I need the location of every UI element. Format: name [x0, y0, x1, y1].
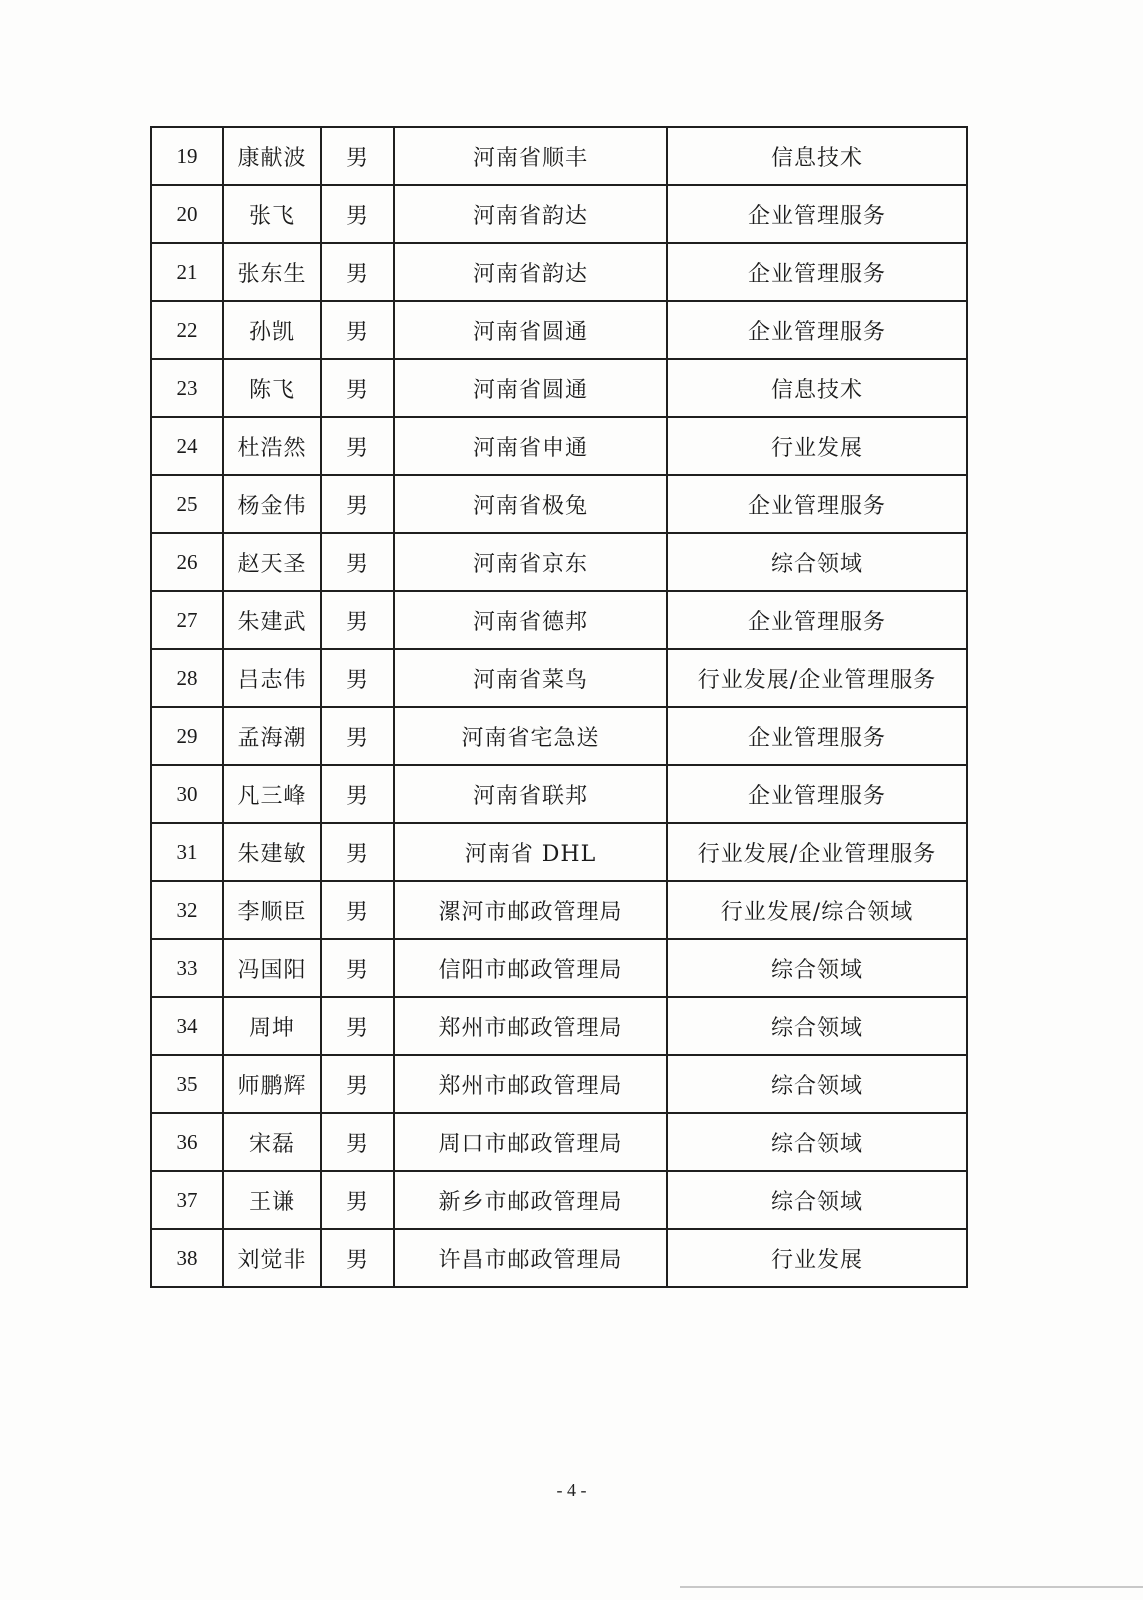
name-cell: 康献波 — [223, 127, 321, 185]
table-row — [151, 359, 967, 417]
row-number-cell: 21 — [151, 243, 223, 301]
name-cell: 吕志伟 — [223, 649, 321, 707]
page-number: - 4 - — [556, 1480, 587, 1500]
field-cell: 信息技术 — [667, 359, 967, 417]
unit-cell: 河南省圆通 — [394, 301, 667, 359]
expert-roster-table — [150, 126, 968, 1288]
field-cell: 综合领域 — [667, 1171, 967, 1229]
unit-cell: 河南省顺丰 — [394, 127, 667, 185]
field-cell: 综合领域 — [667, 1055, 967, 1113]
name-cell: 师鹏辉 — [223, 1055, 321, 1113]
field-cell: 综合领域 — [667, 1113, 967, 1171]
unit-cell: 河南省申通 — [394, 417, 667, 475]
row-number-cell: 36 — [151, 1113, 223, 1171]
table-row — [151, 127, 967, 185]
table-row — [151, 533, 967, 591]
field-cell: 企业管理服务 — [667, 475, 967, 533]
field-cell: 信息技术 — [667, 127, 967, 185]
table-row — [151, 475, 967, 533]
row-number-cell: 25 — [151, 475, 223, 533]
unit-cell: 漯河市邮政管理局 — [394, 881, 667, 939]
gender-cell: 男 — [321, 939, 394, 997]
field-cell: 综合领域 — [667, 533, 967, 591]
row-number-cell: 27 — [151, 591, 223, 649]
gender-cell: 男 — [321, 707, 394, 765]
row-number-cell: 29 — [151, 707, 223, 765]
table-row — [151, 939, 967, 997]
unit-cell: 河南省极兔 — [394, 475, 667, 533]
table-row — [151, 1171, 967, 1229]
field-cell: 企业管理服务 — [667, 591, 967, 649]
table-row — [151, 301, 967, 359]
name-cell: 杜浩然 — [223, 417, 321, 475]
field-cell: 企业管理服务 — [667, 185, 967, 243]
table-row — [151, 881, 967, 939]
name-cell: 刘觉非 — [223, 1229, 321, 1287]
row-number-cell: 38 — [151, 1229, 223, 1287]
row-number-cell: 19 — [151, 127, 223, 185]
gender-cell: 男 — [321, 1229, 394, 1287]
name-cell: 王谦 — [223, 1171, 321, 1229]
field-cell: 企业管理服务 — [667, 707, 967, 765]
name-cell: 孟海潮 — [223, 707, 321, 765]
gender-cell: 男 — [321, 591, 394, 649]
gender-cell: 男 — [321, 997, 394, 1055]
gender-cell: 男 — [321, 127, 394, 185]
table-row — [151, 823, 967, 881]
field-cell: 企业管理服务 — [667, 301, 967, 359]
table-row — [151, 591, 967, 649]
field-cell: 行业发展/综合领域 — [667, 881, 967, 939]
table-row — [151, 765, 967, 823]
name-cell: 冯国阳 — [223, 939, 321, 997]
gender-cell: 男 — [321, 301, 394, 359]
gender-cell: 男 — [321, 823, 394, 881]
row-number-cell: 33 — [151, 939, 223, 997]
name-cell: 朱建敏 — [223, 823, 321, 881]
gender-cell: 男 — [321, 533, 394, 591]
unit-cell: 许昌市邮政管理局 — [394, 1229, 667, 1287]
table-row — [151, 707, 967, 765]
row-number-cell: 35 — [151, 1055, 223, 1113]
gender-cell: 男 — [321, 881, 394, 939]
row-number-cell: 22 — [151, 301, 223, 359]
unit-cell: 河南省韵达 — [394, 185, 667, 243]
unit-cell: 郑州市邮政管理局 — [394, 997, 667, 1055]
row-number-cell: 23 — [151, 359, 223, 417]
field-cell: 行业发展/企业管理服务 — [667, 823, 967, 881]
name-cell: 张飞 — [223, 185, 321, 243]
name-cell: 孙凯 — [223, 301, 321, 359]
unit-cell: 郑州市邮政管理局 — [394, 1055, 667, 1113]
unit-cell: 河南省联邦 — [394, 765, 667, 823]
name-cell: 杨金伟 — [223, 475, 321, 533]
gender-cell: 男 — [321, 649, 394, 707]
table-row — [151, 185, 967, 243]
gender-cell: 男 — [321, 765, 394, 823]
field-cell: 综合领域 — [667, 939, 967, 997]
gender-cell: 男 — [321, 185, 394, 243]
field-cell: 行业发展 — [667, 1229, 967, 1287]
unit-cell: 河南省韵达 — [394, 243, 667, 301]
unit-cell: 周口市邮政管理局 — [394, 1113, 667, 1171]
roster-table-body — [151, 127, 967, 1287]
unit-cell: 河南省菜鸟 — [394, 649, 667, 707]
name-cell: 李顺臣 — [223, 881, 321, 939]
unit-cell: 新乡市邮政管理局 — [394, 1171, 667, 1229]
unit-cell: 河南省德邦 — [394, 591, 667, 649]
row-number-cell: 24 — [151, 417, 223, 475]
gender-cell: 男 — [321, 243, 394, 301]
table-row — [151, 1055, 967, 1113]
gender-cell: 男 — [321, 417, 394, 475]
row-number-cell: 30 — [151, 765, 223, 823]
row-number-cell: 28 — [151, 649, 223, 707]
table-row — [151, 649, 967, 707]
name-cell: 朱建武 — [223, 591, 321, 649]
field-cell: 企业管理服务 — [667, 243, 967, 301]
row-number-cell: 20 — [151, 185, 223, 243]
gender-cell: 男 — [321, 359, 394, 417]
row-number-cell: 26 — [151, 533, 223, 591]
unit-cell: 河南省圆通 — [394, 359, 667, 417]
gender-cell: 男 — [321, 1171, 394, 1229]
table-row — [151, 997, 967, 1055]
unit-cell: 河南省 DHL — [394, 823, 667, 881]
row-number-cell: 37 — [151, 1171, 223, 1229]
name-cell: 周坤 — [223, 997, 321, 1055]
unit-cell: 信阳市邮政管理局 — [394, 939, 667, 997]
gender-cell: 男 — [321, 1113, 394, 1171]
name-cell: 张东生 — [223, 243, 321, 301]
row-number-cell: 34 — [151, 997, 223, 1055]
name-cell: 陈飞 — [223, 359, 321, 417]
unit-cell: 河南省京东 — [394, 533, 667, 591]
field-cell: 行业发展/企业管理服务 — [667, 649, 967, 707]
table-row — [151, 243, 967, 301]
scan-edge-line — [680, 1586, 1143, 1588]
row-number-cell: 31 — [151, 823, 223, 881]
gender-cell: 男 — [321, 475, 394, 533]
field-cell: 行业发展 — [667, 417, 967, 475]
row-number-cell: 32 — [151, 881, 223, 939]
table-row — [151, 1113, 967, 1171]
table-row — [151, 417, 967, 475]
name-cell: 赵天圣 — [223, 533, 321, 591]
unit-cell: 河南省宅急送 — [394, 707, 667, 765]
name-cell: 凡三峰 — [223, 765, 321, 823]
field-cell: 企业管理服务 — [667, 765, 967, 823]
name-cell: 宋磊 — [223, 1113, 321, 1171]
table-row — [151, 1229, 967, 1287]
field-cell: 综合领域 — [667, 997, 967, 1055]
gender-cell: 男 — [321, 1055, 394, 1113]
